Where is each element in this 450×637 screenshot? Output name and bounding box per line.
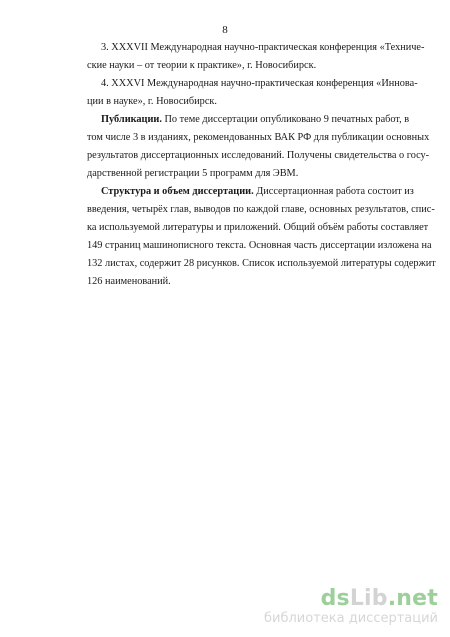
structure-line-1 — [87, 183, 414, 201]
structure-paragraph — [87, 183, 436, 291]
dslib-logo-net: .net — [387, 586, 438, 611]
dslib-logo-ds: ds — [320, 586, 350, 611]
publications-paragraph — [87, 111, 430, 183]
dslib-logo — [264, 587, 438, 611]
conference-item-3-line-1: 3. XXXVII Международная научно-практическая конференция «Техниче- — [101, 42, 425, 53]
page-number: 8 — [222, 24, 228, 36]
conference-item-4-line-2: ции в науке», г. Новосибирск. — [87, 96, 217, 107]
conference-item-4 — [87, 75, 418, 111]
conference-item-3 — [87, 39, 425, 75]
publications-line-3: результатов диссертационных исследований. Получены свидетельства о госу- — [87, 150, 430, 161]
page-body — [87, 39, 436, 291]
conference-item-3-line-2: ские науки – от теории к практике», г. Новосибирск. — [87, 60, 317, 71]
publications-line-1-text: По теме диссертации опубликовано 9 печатных работ, в — [161, 114, 410, 125]
publications-line-4: дарственной регистрации 5 программ для ЭВМ. — [87, 168, 299, 179]
publications-line-2: том числе 3 в изданиях, рекомендованных ВАК РФ для публикации основных — [87, 132, 430, 143]
structure-heading: Структура и объем диссертации. — [101, 186, 254, 197]
dslib-subtitle: библиотека диссертаций — [264, 611, 438, 626]
structure-line-4: 149 страниц машинописного текста. Основная часть диссертации изложена на — [87, 240, 432, 251]
structure-line-3: ка используемой литературы и приложений. Общий объём работы составляет — [87, 222, 429, 233]
structure-line-1-text: Диссертационная работа состоит из — [253, 186, 414, 197]
structure-line-2: введения, четырёх глав, выводов по каждой главе, основных результатов, спис- — [87, 204, 435, 215]
dslib-logo-lib: Lib — [349, 586, 388, 611]
structure-line-5: 132 листах, содержит 28 рисунков. Список используемой литературы содержит — [87, 258, 436, 269]
conference-item-4-line-1: 4. XXXVI Международная научно-практическая конференция «Иннова- — [101, 78, 418, 89]
publications-line-1 — [87, 111, 410, 129]
dslib-watermark — [264, 587, 438, 627]
structure-line-6: 126 наименований. — [87, 276, 171, 287]
publications-heading: Публикации. — [101, 114, 162, 125]
